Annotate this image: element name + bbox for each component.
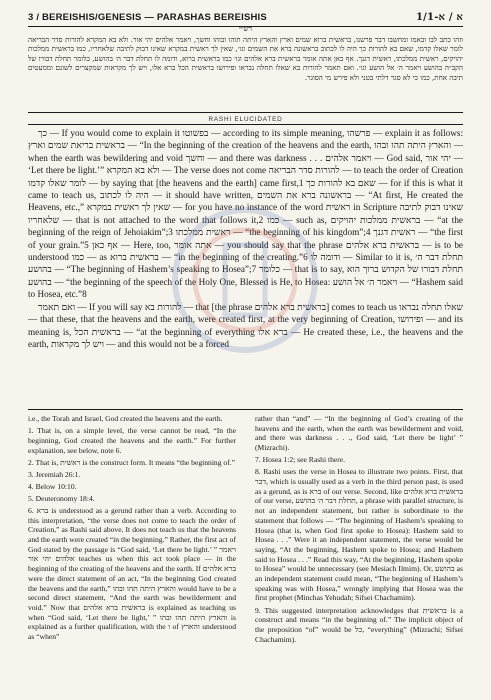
elucidation-paragraph-2: ואם תאמר — If you will say להורות בא — that [the phrase בראשית ברא אלהים] comes to teach us שאלו תחלה נבראו — that these, that the heavens and the earth, were created first, at the very beginning of Creation, ופירושו — and its meaning is, בראשית הכל — “at the beginning of everything ברא אלו — He created these, i.e., the heavens and the earth, ויש לך מקראות — and this would not be a forced bbox=[28, 301, 463, 349]
rashi-tag: רש״י bbox=[239, 25, 252, 33]
header-left: 3 / BEREISHIS/GENESIS — PARASHAS BEREISHIS bbox=[28, 11, 267, 23]
notes-rule bbox=[28, 409, 463, 410]
note: 2. That is, ראשית is the construct form. It means “the beginning of.” bbox=[28, 457, 236, 467]
note: 3. Jeremiah 26:1. bbox=[28, 469, 81, 479]
footnotes bbox=[28, 414, 463, 696]
hebrew-rashi-text bbox=[28, 35, 463, 111]
notes-left-column bbox=[28, 414, 236, 696]
section-rule-lower bbox=[28, 124, 463, 125]
notes-right-column bbox=[255, 414, 463, 696]
note: rather than “and” — “In the beginning of God’s creating of the heavens and the earth, when the earth was bewilderment and void, and there was darkness . . ., God said, ‘Let there be light’ ” (Mizrachi). bbox=[255, 414, 463, 453]
note: 1. That is, on a simple level, the verse cannot be read, “In the beginning, God created the heavens and the earth.” For further explanation, see below, note 6. bbox=[28, 426, 236, 455]
note: i.e., the Torah and Israel, God created the heavens and the earth. bbox=[28, 414, 223, 423]
running-header bbox=[28, 9, 463, 25]
note: 6. ברא is understood as a gerund rather than a verb. According to this interpretation, “the verse does not come to teach the order of Creation,” as Rashi said above. It does not teach us that the heavens and the earth were created “in the beginning.” Rather, the first act of God stated by the passage is “God said, ‘Let there be light.’ ” ויאמר אלהים יהי אור teaches us when this act took place — in the beginning of the creating of the heavens and the earth. If ברא אלהים were the direct statement of an act, “In the beginning God created the heavens and the earth,” והארץ היתה תהו ובהו would have to be a second direct statement, “And the earth was bewilderment and void.” Now that בראשית ברא אלהים is explained as teaching us when “God said, ‘Let there be light,’ ” והארץ היתה תהו ובהו is explained as a further qualification, with the ו of והארץ understood as “when” bbox=[28, 505, 236, 642]
note: 4. Below 10:10. bbox=[28, 481, 77, 491]
elucidation-paragraph-1: כך — If you would come to explain it בפשוטו — according to its simple meaning, פרשהו — explain it as follows: בראשית בריאת שמים וארץ — “In the beginning of the creation of the heavens and the earth, והארץ היתה תהו ובהו — when the earth was bewildering and void וחשך — and there was darkness . . . ויאמר אלהים — God said, יהי אור — ‘Let there be light.’” ולא בא המקרא — The verse does not come להורות סדר הבריאה — to teach the order of Creation לומר שאלו קדמו — by saying that [the heavens and the earth] came first,1 שאם בא להורות כך — for if this is what it came to teach us, היה לו לכתוב — it should have written, בראשונה ברא את השמים — “At first, He created the Heavens, etc.,” שאין לך ראשית במקרא — for you have no instance of the word ראשית in Scripture שאינו דבוק לתיבה שלאחריו — that is not attached to the word that follows it,2 כמו — such as, בראשית ממלכות יהויקים — “at the beginning of the reign of Jehoiakim”;3 ראשית ממלכתו — “the beginning of his kingdom”;4 ראשית דגנך — “the first of your grain.”5 אף כאן — Here, too, אתה אומר — you should say that the phrase בראשית ברא אלהים — is to be understood כמו — as בראשית ברוא — “in the beginning of the creating.”6 ודומה לו — Similar to it is, תחלת דבר ה׳ בהושע — “The beginning of Hashem’s speaking to Hosea”;7 כלומר — that is to say, תחלת דבורו של הקדוש ברוך הוא בהושע — “the beginning of the speech of the Holy One, Blessed is He, to Hosea: ויאמר ה׳ אל הושע — “Hashem said to Hosea, etc.”8 bbox=[28, 128, 463, 300]
section-rule bbox=[28, 112, 463, 113]
header-right: א / א-1/1 bbox=[416, 11, 463, 23]
elucidation-text bbox=[28, 127, 463, 407]
note: 7. Hosea 1:2; see Rashi there. bbox=[255, 455, 346, 465]
note: 5. Deuteronomy 18:4. bbox=[28, 493, 95, 503]
rashi-elucidated-label: RASHI ELUCIDATED bbox=[208, 116, 283, 123]
note: 9. This suggested interpretation acknowledges that בראשית is a construct and means “in the beginning of.” The implicit object of the preposition “of” would be כל, “everything” (Mizrachi; Sifsei Chachamim). bbox=[255, 605, 463, 644]
hebrew-paragraph: וזהו כתב לבו ובאמו ומחשבו דבר פרשנו, בראשית ברוא שמים וארץ והארץ היתה תוהו ובוהו וחשך, ויאמר אלהים יהי אור. ולא בא המקרא להורות סדר הבריאה לומר שאלו קדמו, שאם בא להורות כך היה לו לכתוב בראשונה ברא את השמים וגו׳, שאין לך ראשית במקרא שאינו דבוק לתיבה שלאחריו, כמו בראשית ממלכות יהויקים, ראשית ממלכתו, ראשית דגנך. אף כאן אתה אומר בראשית ברא אלהים וגו׳ כמו בראשית ברוא, ודומה לו תחלת דבר ה׳ בהושע, כלומר תחלת דבורו של הקב״ה בהושע ויאמר ה׳ אל הושע וגו׳. ואם תאמר להורות בא שאלו תחלה נבראו ופירושו בראשית הכל ברא אלו, ויש לך מקראות שמקצרים לשונם וממעטים תיבה אחת, כמו כי לא סגר דלתי בטני ולא פירש מי הסוגר. bbox=[28, 35, 463, 82]
note: 8. Rashi uses the verse in Hosea to illustrate two points. First, that דבר, which is usually used as a verb in the third person past, is used as a gerund, as is ברא of our verse. Second, like בראשית ברא אלהים of our verse, תחלת דבר ה׳ בהושע, a phrase with parallel structure, is not an independent statement, but rather is subordinate to the statement that follows — “The beginning of Hashem’s speaking to Hosea (that is, when God first spoke to Hosea): Hashem said to Hosea . . .” Were it an independent statement, the verse would be saying, “At the beginning, Hashem spoke to Hosea; and Hashem said to Hosea . . .” Read this way, “At the beginning, Hashem spoke to Hosea” would be unnecessary (see Mesiach Ilmim). Or, בהושע as an independent statement could mean, “The beginning of Hashem’s speaking was with Hosea,” wrongly implying that Hosea was the first prophet (Minchas Yehudah; Sifsei Chachamim). bbox=[255, 467, 463, 603]
